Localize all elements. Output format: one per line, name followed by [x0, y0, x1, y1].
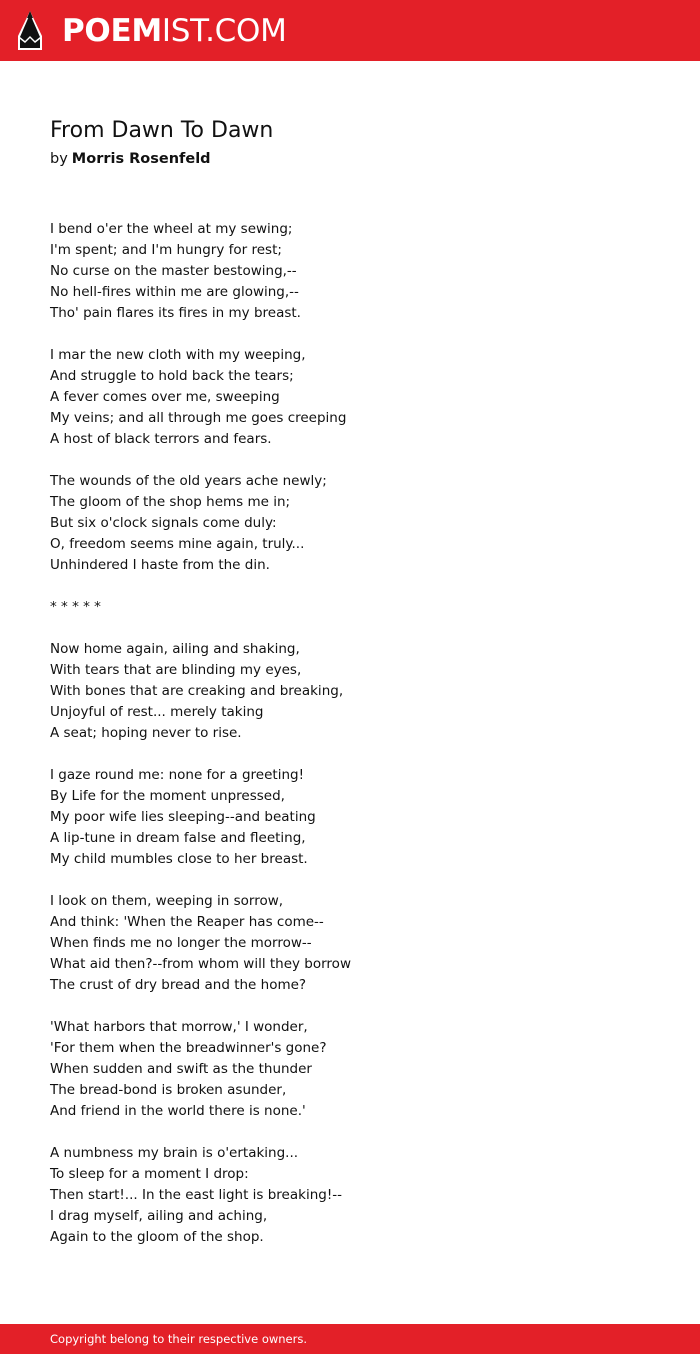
- poem-line: With tears that are blinding my eyes,: [50, 662, 302, 678]
- poem-line: What aid then?--from whom will they borrow: [50, 956, 351, 972]
- by-label: by: [50, 151, 68, 167]
- pencil-tip-icon[interactable]: [17, 10, 43, 52]
- section-separator: * * * * *: [50, 599, 101, 615]
- stanza-gap: [50, 576, 650, 597]
- stanza-gap: [50, 996, 650, 1017]
- poem-line: Tho' pain flares its fires in my breast.: [50, 305, 301, 321]
- poem-line: I'm spent; and I'm hungry for rest;: [50, 242, 282, 258]
- poem-line: My child mumbles close to her breast.: [50, 851, 308, 867]
- poem-line: Now home again, ailing and shaking,: [50, 641, 300, 657]
- site-header: [0, 0, 700, 61]
- poem-line: I gaze round me: none for a greeting!: [50, 767, 304, 783]
- poem-line: Unhindered I haste from the din.: [50, 557, 270, 573]
- poem-line: 'What harbors that morrow,' I wonder,: [50, 1019, 308, 1035]
- author-name: Morris Rosenfeld: [71, 151, 211, 167]
- poem-line: I bend o'er the wheel at my sewing;: [50, 221, 293, 237]
- stanza-separator: [50, 597, 650, 618]
- poem-line: Unjoyful of rest... merely taking: [50, 704, 264, 720]
- poem-line: A host of black terrors and fears.: [50, 431, 272, 447]
- poem-line: A lip-tune in dream false and fleeting,: [50, 830, 306, 846]
- site-logo[interactable]: [62, 11, 287, 51]
- poem-line: The crust of dry bread and the home?: [50, 977, 307, 993]
- logo-light-text: IST.COM: [161, 13, 287, 49]
- site-footer: [0, 1324, 700, 1354]
- poem-line: A numbness my brain is o'ertaking...: [50, 1145, 299, 1161]
- stanza: [50, 891, 650, 996]
- poem-line: A fever comes over me, sweeping: [50, 389, 280, 405]
- poem-line: No curse on the master bestowing,--: [50, 263, 297, 279]
- stanza-gap: [50, 744, 650, 765]
- poem-body: [50, 219, 650, 1248]
- poem-line: By Life for the moment unpressed,: [50, 788, 285, 804]
- stanza: [50, 1143, 650, 1248]
- poem-line: O, freedom seems mine again, truly...: [50, 536, 305, 552]
- poem-line: The wounds of the old years ache newly;: [50, 473, 327, 489]
- stanza: [50, 1017, 650, 1122]
- poem-title: From Dawn To Dawn: [50, 118, 274, 143]
- poem-line: No hell-fires within me are glowing,--: [50, 284, 299, 300]
- poem-line: The bread-bond is broken asunder,: [50, 1082, 287, 1098]
- logo-bold-text: POEM: [62, 13, 162, 49]
- poem-line: And struggle to hold back the tears;: [50, 368, 294, 384]
- copyright-notice: Copyright belong to their respective owners.: [50, 1332, 308, 1346]
- poem-line: A seat; hoping never to rise.: [50, 725, 242, 741]
- stanza-gap: [50, 450, 650, 471]
- stanza-gap: [50, 618, 650, 639]
- byline: [50, 148, 211, 170]
- stanza: [50, 765, 650, 870]
- poem-line: I drag myself, ailing and aching,: [50, 1208, 268, 1224]
- stanza-gap: [50, 1122, 650, 1143]
- poem-line: Again to the gloom of the shop.: [50, 1229, 264, 1245]
- stanza: [50, 345, 650, 450]
- poem-line: With bones that are creaking and breaking,: [50, 683, 344, 699]
- poem-line: Then start!... In the east light is breaking!--: [50, 1187, 342, 1203]
- poem-line: To sleep for a moment I drop:: [50, 1166, 249, 1182]
- poem-line: And friend in the world there is none.': [50, 1103, 306, 1119]
- stanza: [50, 471, 650, 576]
- stanza: [50, 639, 650, 744]
- poem-line: But six o'clock signals come duly:: [50, 515, 277, 531]
- stanza: [50, 219, 650, 324]
- stanza-gap: [50, 324, 650, 345]
- poem-line: 'For them when the breadwinner's gone?: [50, 1040, 327, 1056]
- poem-line: The gloom of the shop hems me in;: [50, 494, 291, 510]
- poem-line: I mar the new cloth with my weeping,: [50, 347, 306, 363]
- stanza-gap: [50, 870, 650, 891]
- poem-line: And think: 'When the Reaper has come--: [50, 914, 324, 930]
- poem-line: When finds me no longer the morrow--: [50, 935, 312, 951]
- poem-line: My veins; and all through me goes creeping: [50, 410, 347, 426]
- poem-line: I look on them, weeping in sorrow,: [50, 893, 284, 909]
- poem-line: My poor wife lies sleeping--and beating: [50, 809, 316, 825]
- poem-line: When sudden and swift as the thunder: [50, 1061, 312, 1077]
